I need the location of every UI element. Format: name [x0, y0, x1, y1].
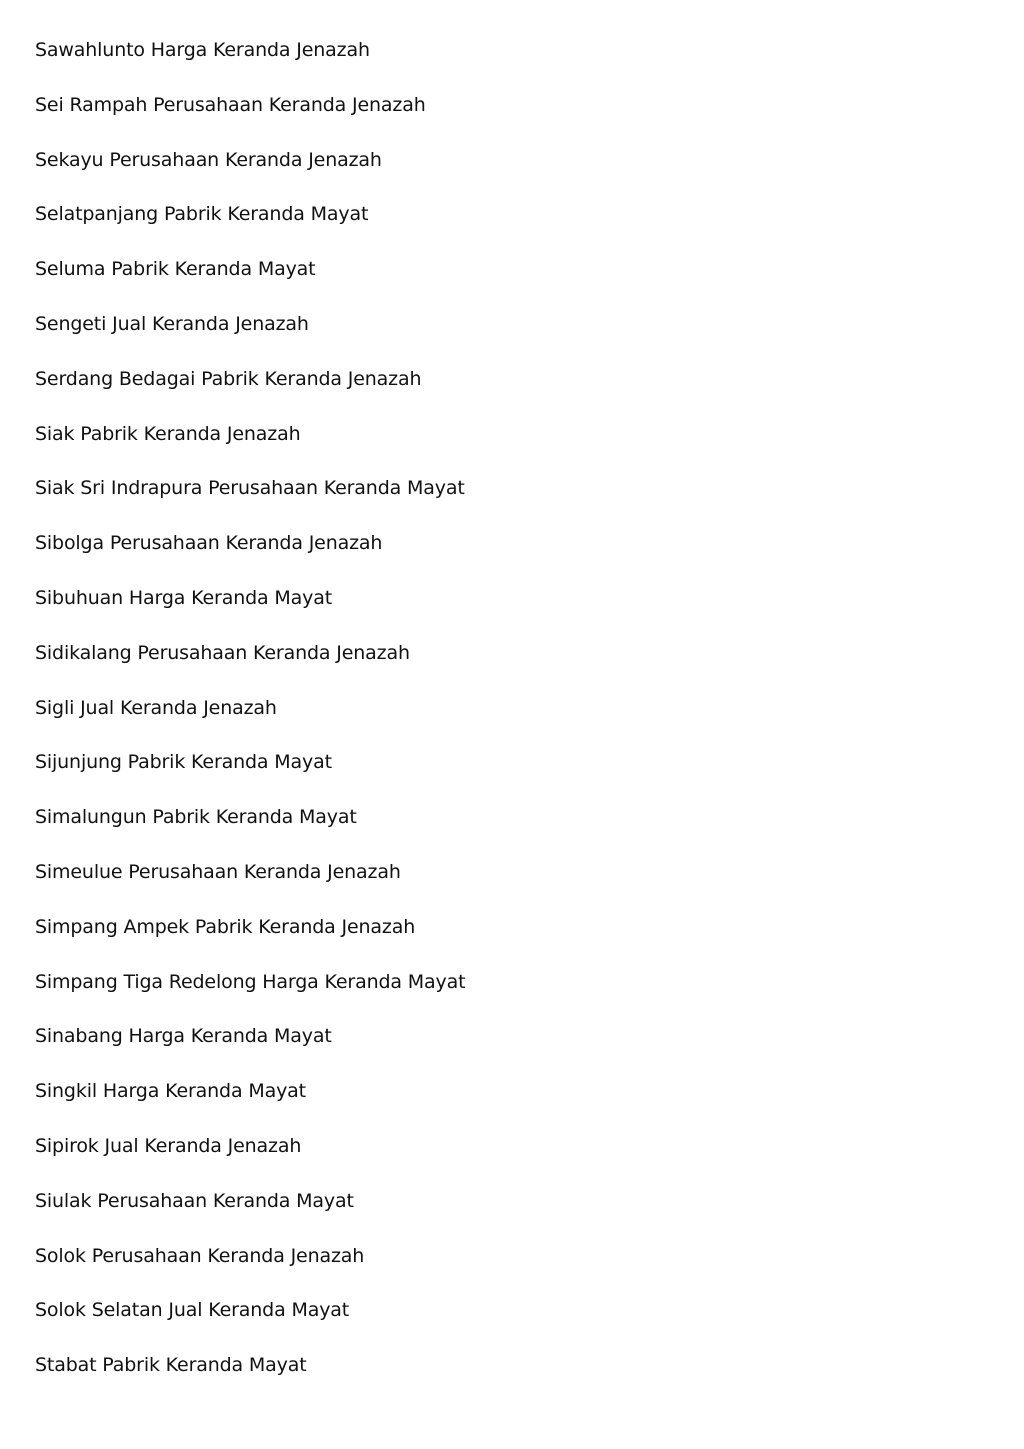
list-item: Selatpanjang Pabrik Keranda Mayat	[35, 203, 369, 226]
list-item: Sipirok Jual Keranda Jenazah	[35, 1134, 302, 1157]
list-item: Seluma Pabrik Keranda Mayat	[35, 258, 316, 281]
list-item: Simalungun Pabrik Keranda Mayat	[35, 806, 357, 829]
list-item: Serdang Bedagai Pabrik Keranda Jenazah	[35, 367, 422, 390]
list-item: Singkil Harga Keranda Mayat	[35, 1080, 306, 1103]
list-item: Sawahlunto Harga Keranda Jenazah	[35, 39, 370, 61]
location-list	[35, 36, 465, 1406]
list-item: Sibuhuan Harga Keranda Mayat	[35, 586, 333, 609]
list-item: Sengeti Jual Keranda Jenazah	[35, 312, 309, 335]
list-item: Sei Rampah Perusahaan Keranda Jenazah	[35, 93, 426, 116]
list-item: Simpang Ampek Pabrik Keranda Jenazah	[35, 915, 416, 938]
list-item: Siak Pabrik Keranda Jenazah	[35, 422, 301, 445]
list-item: Solok Selatan Jual Keranda Mayat	[35, 1299, 350, 1322]
list-item: Sinabang Harga Keranda Mayat	[35, 1025, 332, 1048]
list-item: Simpang Tiga Redelong Harga Keranda Mayat	[35, 970, 466, 993]
list-item: Sijunjung Pabrik Keranda Mayat	[35, 751, 332, 774]
list-item: Sigli Jual Keranda Jenazah	[35, 696, 277, 719]
list-item: Siak Sri Indrapura Perusahaan Keranda Mayat	[35, 477, 465, 500]
list-item: Siulak Perusahaan Keranda Mayat	[35, 1189, 354, 1212]
list-item: Sekayu Perusahaan Keranda Jenazah	[35, 148, 382, 171]
list-item: Simeulue Perusahaan Keranda Jenazah	[35, 860, 401, 883]
list-item: Sidikalang Perusahaan Keranda Jenazah	[35, 641, 410, 664]
list-item: Sibolga Perusahaan Keranda Jenazah	[35, 532, 383, 555]
list-item: Stabat Pabrik Keranda Mayat	[35, 1354, 307, 1377]
list-item: Solok Perusahaan Keranda Jenazah	[35, 1244, 365, 1267]
